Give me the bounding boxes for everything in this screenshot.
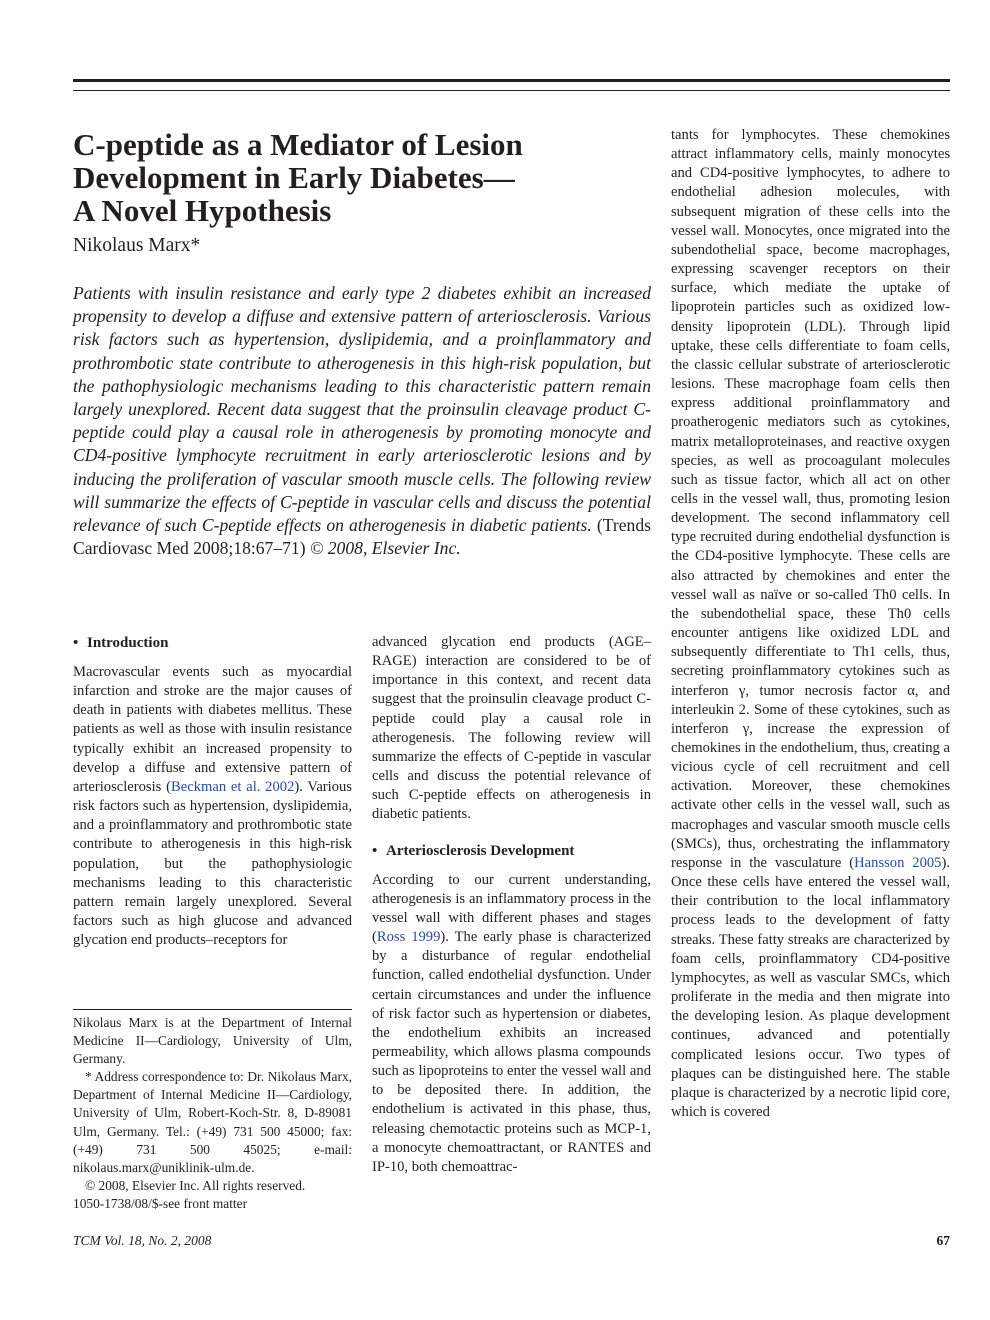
footnote-affiliation: Nikolaus Marx is at the Department of Internal Medicine II—Cardiology, University of Ulm, Germany. <box>73 1015 352 1067</box>
bullet-icon: • <box>372 842 378 859</box>
column-1 <box>73 633 352 950</box>
abstract-text: Patients with insulin resistance and early type 2 diabetes exhibit an increased propensity to develop a diffuse and extensive pattern of arteriosclerosis. Various risk factors such as hypertension, dyslipidemia, and a proinflammatory and prothrombotic state contribute to atherogenesis in this high-risk population, but the pathophysiologic mechanisms leading to this characteristic pattern remain largely unexplored. Recent data suggest that the proinsulin cleavage product C-peptide could play a causal role in atherogenesis by promoting monocyte and CD4-positive lymphocyte recruitment in early arteriosclerotic lesions and by inducing the proliferation of vascular smooth muscle cells. The following review will summarize the effects of C-peptide in vascular cells and discuss the potential relevance of such C-peptide effects on atherogenesis in diabetic patients. <box>73 283 651 536</box>
footnote-correspondence: * Address correspondence to: Dr. Nikolaus Marx, Department of Internal Medicine II—Cardiology, University of Ulm, Robert-Koch-Str. 8, D-89081 Ulm, Germany. Tel.: (+49) 731 500 45000; fax: (+49) 731 500 45025; e-mail: nikolaus.marx@uniklinik-ulm.de. <box>73 1069 352 1175</box>
page-number: 67 <box>936 1233 950 1248</box>
paragraph-text: tants for lymphocytes. These chemokines attract inflammatory cells, mainly monocytes and CD4-positive lymphocytes, to adhere to endothelial adhesion molecules, with subsequent migration of these cells into the vessel wall. Monocytes, once migrated into the subendothelial space, become macrophages, expressing scavenger receptors on their surface, which mediate the uptake of lipoprotein particles such as oxidized low-density lipoprotein (LDL). Through lipid uptake, these cells differentiate to foam cells, the classic cellular substrate of arteriosclerotic lesions. These macrophage foam cells then express additional proinflammatory and proatherogenic mediators such as cytokines, matrix metalloproteinases, and reactive oxygen species, as well as procoagulant molecules such as tissue factor, which all act on other cells in the vessel wall, thus, promoting lesion development. The second inflammatory cell type recruited during endothelial dysfunction is the CD4-positive lymphocyte. These cells are also attracted by chemokines and enter the vessel wall as naïve or so-called Th0 cells. In the subendothelial space, these Th0 cells encounter antigens like oxidized LDL and subsequently differentiate to Th1 cells, thus, secreting proinflammatory cytokines such as interferon γ, tumor necrosis factor α, and interleukin 2. Some of these cytokines, such as interferon γ, increase the expression of chemokines in the endothelium, thus, creating a vicious cycle of cell recruitment and cell activation. Moreover, these chemokines activate other cells in the vessel wall, such as macrophages and vascular smooth muscle cells (SMCs), thus, orchestrating the inflammatory response in the vasculature ( <box>671 127 950 871</box>
section-heading-text: Introduction <box>87 635 169 651</box>
footnote-divider <box>73 1009 352 1010</box>
citation-link[interactable]: Ross 1999 <box>376 929 441 946</box>
header-rule-thick <box>73 79 950 82</box>
introduction-paragraph <box>73 663 352 950</box>
author-name: Nikolaus Marx* <box>73 235 201 256</box>
footnote-issn: 1050-1738/08/$-see front matter <box>73 1195 248 1211</box>
column-3 <box>671 126 950 1122</box>
paragraph-text: According to our current understanding, atherogenesis is an inflammatory process in the vessel wall with different phases and stages ( <box>372 871 651 946</box>
footnote <box>73 1014 352 1213</box>
title-line: C-peptide as a Mediator of Lesion <box>73 127 523 162</box>
footnote-rights: © 2008, Elsevier Inc. All rights reserved. <box>85 1177 306 1193</box>
section-heading-text: Arteriosclerosis Development <box>386 842 575 859</box>
paragraph-text: Macrovascular events such as myocardial infarction and stroke are the major causes of death in patients with diabetes mellitus. These patients as well as those with insulin resistance typically exhibit an increased propensity to develop a diffuse and extensive pattern of arteriosclerosis ( <box>73 664 352 795</box>
article-title <box>73 128 633 227</box>
section-heading-introduction <box>73 633 352 653</box>
title-line: Development in Early Diabetes— <box>73 160 515 195</box>
abstract-citation: (Trends Cardiovasc Med 2008;18:67–71) <box>73 515 651 559</box>
section-heading-arteriosclerosis <box>372 841 651 861</box>
arteriosclerosis-paragraph <box>372 871 651 1178</box>
paragraph-text: ). Once these cells have entered the vessel wall, their contribution to the local inflammatory process leads to the development of fatty streaks. These fatty streaks are characterized by foam cells, proinflammatory CD4-positive lymphocytes, as well as vascular SMCs, which proliferate in the media and then migrate into the developing lesion. As plaque development continues, advanced and potentially complicated lesions occur. Two types of plaques can be distinguished here. The stable plaque is characterized by a necrotic lipid core, which is covered <box>671 854 950 1120</box>
journal-footer: TCM Vol. 18, No. 2, 2008 <box>73 1233 212 1248</box>
abstract-copyright: © 2008, Elsevier Inc. <box>310 538 461 559</box>
arteriosclerosis-continuation <box>671 126 950 1122</box>
bullet-icon: • <box>73 635 79 651</box>
abstract <box>73 282 651 560</box>
introduction-continuation: advanced glycation end products (AGE–RAGE) interaction are considered to be of importance in this context, and recent data suggest that the proinsulin cleavage product C-peptide could play a causal role in atherogenesis. The following review will summarize the effects of C-peptide in vascular cells and discuss the potential relevance of such C-peptide effects on atherogenesis in diabetic patients. <box>372 634 651 823</box>
paragraph-text: ). Various risk factors such as hypertension, dyslipidemia, and a proinflammatory and prothrombotic state contribute to atherogenesis in this high-risk population, but the pathophysiologic mechanisms leading to this characteristic pattern remain largely unexplored. Several factors such as high glucose and advanced glycation end products–receptors for <box>73 778 352 949</box>
paragraph-text: ). The early phase is characterized by a disturbance of regular endothelial function, called endothelial dysfunction. Under certain circumstances and under the influence of risk factor such as hypertension or diabetes, the endothelium exhibits an increased permeability, which allows plasma compounds such as lipoproteins to enter the vessel wall and to be deposited there. In addition, the endothelium is activated in this phase, thus, releasing chemotactic proteins such as MCP-1, a monocyte chemoattractant, or RANTES and IP-10, both chemoattrac- <box>372 929 651 1175</box>
citation-link[interactable]: Hansson 2005 <box>854 854 942 871</box>
citation-link[interactable]: Beckman et al. 2002 <box>171 778 295 795</box>
column-2 <box>372 633 651 1177</box>
header-rule-thin <box>73 90 950 91</box>
title-line: A Novel Hypothesis <box>73 193 332 228</box>
